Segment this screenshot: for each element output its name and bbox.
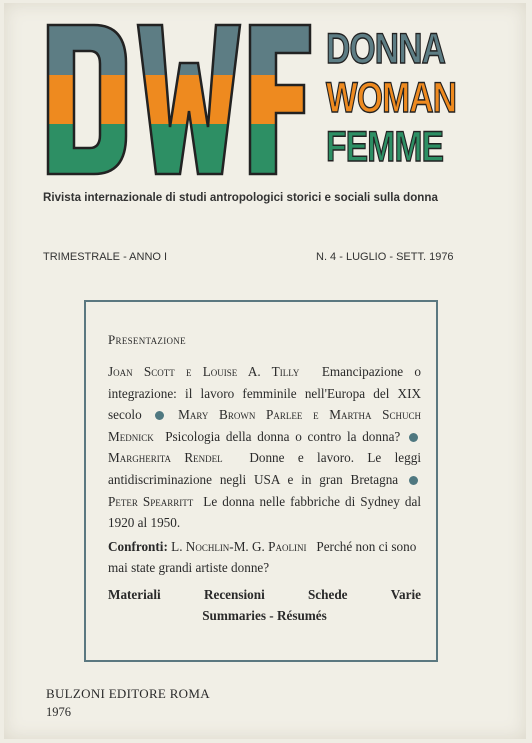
toc-articles bbox=[108, 361, 421, 534]
article-authors: Joan Scott e Louise A. Tilly bbox=[108, 364, 300, 379]
bullet-dot-icon bbox=[155, 411, 164, 420]
article-title: Emancipazione o integrazione: il lavoro femminile nell'Europa del XIX secolo bbox=[108, 364, 421, 423]
section-materiali: Materiali bbox=[108, 587, 161, 602]
section-varie: Varie bbox=[390, 587, 421, 602]
section-schede: Schede bbox=[307, 587, 348, 602]
logo-word-woman: WOMAN bbox=[326, 74, 457, 122]
dwf-logo bbox=[46, 23, 312, 176]
publication-year: 1976 bbox=[46, 705, 71, 719]
dwf-logo-letters bbox=[46, 23, 312, 176]
article-authors: Margherita Rendel bbox=[108, 450, 223, 466]
magazine-subtitle: Rivista internazionale di studi antropologici storici e sociali sulla donna bbox=[43, 191, 438, 204]
article-title: Donne e lavoro. Le leggi antidiscriminazione negli USA e in gran Bretagna bbox=[108, 450, 422, 487]
table-of-contents bbox=[84, 300, 438, 662]
confronti-label: Confronti: bbox=[108, 539, 168, 554]
toc-presentazione: Presentazione bbox=[108, 332, 186, 347]
logo-words bbox=[326, 25, 493, 172]
bullet-dot-icon bbox=[409, 433, 418, 442]
logo-word-femme: FEMME bbox=[326, 123, 444, 171]
article-authors: Mary Brown Parlee e Martha Schuch Mednick bbox=[108, 407, 421, 444]
article-title: Psicologia della donna o contro la donna? bbox=[165, 428, 401, 444]
toc-sections bbox=[108, 587, 421, 603]
bullet-dot-icon bbox=[409, 476, 418, 485]
article-authors: Peter Spearritt bbox=[108, 493, 194, 509]
section-recensioni: Recensioni bbox=[203, 587, 265, 602]
magazine-cover bbox=[4, 3, 526, 739]
issue-number: N. 4 - LUGLIO - SETT. 1976 bbox=[316, 251, 454, 263]
issue-frequency: TRIMESTRALE - ANNO I bbox=[43, 251, 168, 263]
confronti-authors: L. Nochlin-M. G. Paolini bbox=[171, 539, 307, 554]
publisher-name: BULZONI EDITORE ROMA bbox=[46, 686, 210, 701]
article-title: Le donna nelle fabbriche di Sydney dal 1920 al 1950. bbox=[108, 493, 421, 531]
logo-word-donna: DONNA bbox=[326, 25, 446, 73]
confronti-title: Perché non ci sono mai state grandi artiste donne? bbox=[108, 539, 417, 575]
toc-summaries: Summaries - Résumés bbox=[202, 608, 327, 623]
toc-confronti bbox=[108, 536, 421, 578]
